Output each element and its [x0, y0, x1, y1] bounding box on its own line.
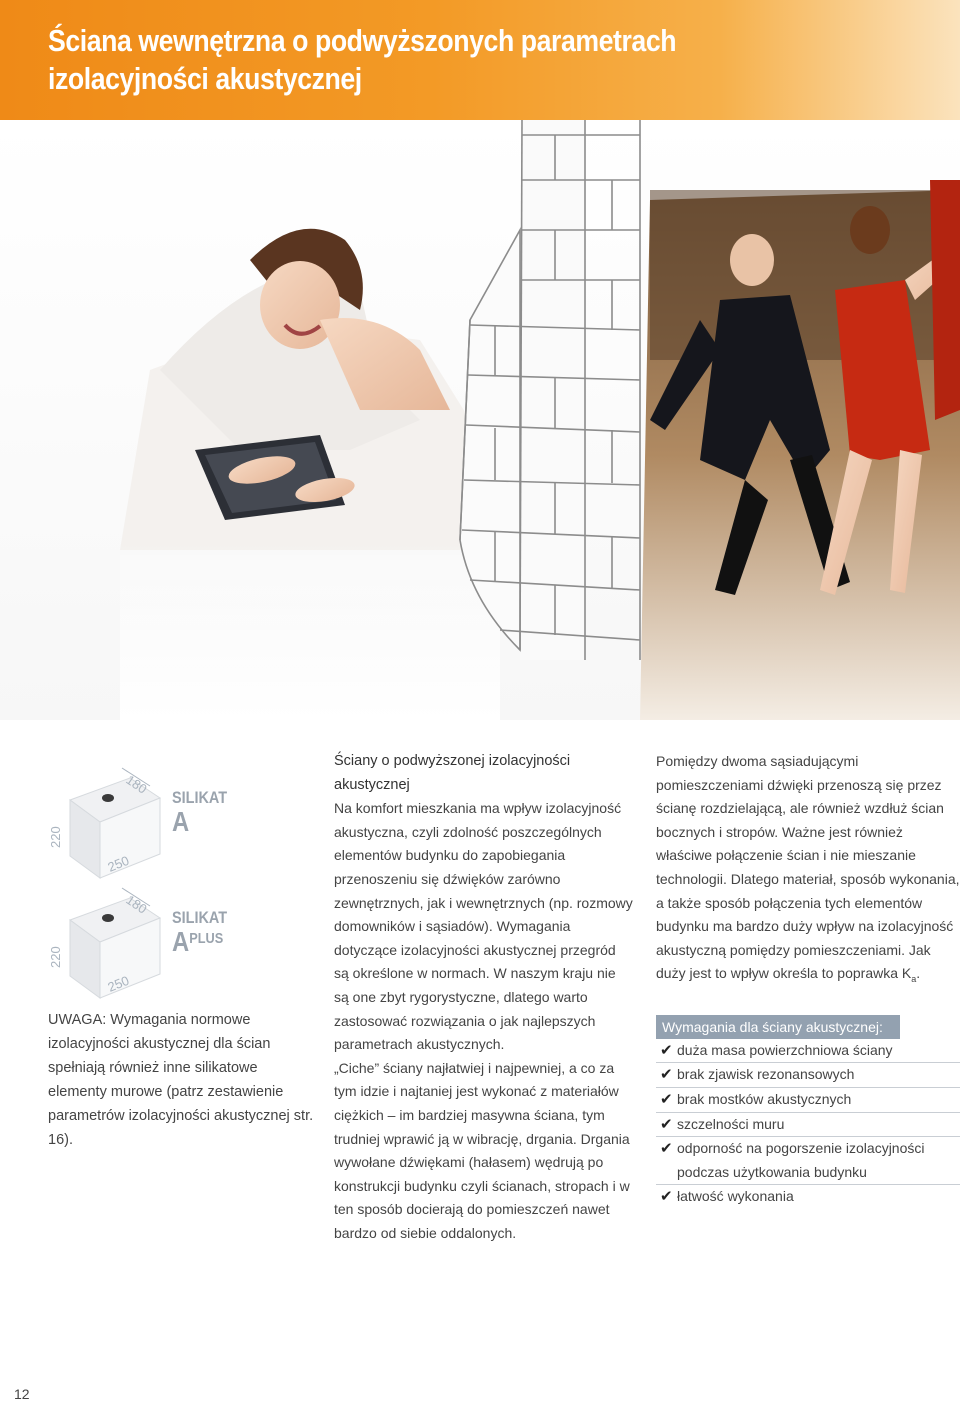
silikat-aplus-block-icon [40, 880, 190, 1000]
silikat-aplus-label [172, 908, 227, 956]
page-number: 12 [14, 1386, 30, 1402]
article-paragraph-2: „Ciche” ściany najłatwiej i najpewniej, a co za tym idzie i najtaniej jest wykonać z materiałów ciężkich – im bardziej masywna ściana, tym trudniej wprawić ją w wibrację, drgania. Drgania wywołane dźwiękami (hałasem) wędrują po konstrukcji budynku czyli ścianach, stropach i w ten sposób docierają do pomieszczeń nawet bardzo od siebie oddalonych. [334, 1059, 630, 1241]
article-heading: Ściany o podwyższonej izolacyjności akustycznej [334, 753, 571, 793]
block2-letter: A [172, 926, 190, 957]
list-item [656, 1088, 960, 1113]
block2-suffix: PLUS [189, 930, 224, 947]
check-icon: ✔ [660, 1115, 673, 1133]
list-item [656, 1185, 960, 1209]
requirement-text: duża masa powierzchniowa ściany [677, 1041, 893, 1058]
silikat-a-block-figure [40, 760, 190, 880]
block1-letter: A [172, 806, 190, 837]
note-text: UWAGA: Wymagania normowe izolacyjności akustycznej dla ścian spełniają również inne silikatowe elementy murowe (patrz zestawienie parametrów izolacyjności akustycznej str. 16). [48, 1012, 314, 1148]
article-paragraph-3 [656, 750, 960, 992]
list-item [656, 1063, 960, 1088]
article-column-left [334, 750, 634, 1245]
list-item [656, 1113, 960, 1138]
requirements-list [656, 1039, 960, 1209]
hero-illustration [0, 120, 960, 720]
check-icon: ✔ [660, 1188, 673, 1206]
silikat-aplus-block-figure [40, 880, 190, 1000]
list-item [656, 1137, 960, 1185]
check-icon: ✔ [660, 1090, 673, 1108]
silikat-a-block-icon [40, 760, 190, 880]
header-banner [0, 0, 960, 120]
article-paragraph-3-end: . [916, 965, 921, 982]
requirements-title: Wymagania dla ściany akustycznej: [656, 1015, 900, 1039]
block1-dim-left: 220 [48, 826, 63, 848]
block1-word: SILIKAT [172, 788, 228, 807]
requirement-text: odporność na pogorszenie izolacyjności podczas użytkowania budynku [677, 1140, 925, 1180]
block1-dim-top: 180 [123, 772, 150, 797]
requirements-box [656, 1015, 960, 1209]
title-line-1: Ściana wewnętrzna o podwyższonych parametrach [48, 23, 677, 58]
check-icon: ✔ [660, 1140, 673, 1158]
hero-svg [0, 120, 960, 720]
block2-word: SILIKAT [172, 908, 228, 927]
requirement-text: łatwość wykonania [677, 1188, 794, 1205]
list-item [656, 1039, 960, 1064]
article-paragraph-3-sub: a [911, 974, 917, 985]
requirement-text: brak mostków akustycznych [677, 1090, 852, 1107]
block2-dim-top: 180 [123, 892, 150, 917]
article-paragraph-1: Na komfort mieszkania ma wpływ izolacyjność akustyczna, czyli zdolność poszczególnych elementów budynku do zapobiegania przenoszeniu się dźwięków zarówno zewnętrznych, jak i wewnętrznych (np. rozmowy domowników i sąsiadów). Wymagania dotyczące izolacyjności akustycznej przegród są określone w normach. W naszym kraju nie są one zbyt rygorystyczne, dlatego warto zastosować rozwiązania o jak najlepszych parametrach akustycznych. [334, 800, 633, 1053]
block1-dim-bottom: 250 [105, 852, 132, 875]
article-paragraph-3-text: Pomiędzy dwoma sąsiadującymi pomieszczeniami dźwięki przenoszą się przez ścianę rozdzielającą, ale również wzdłuż ścian bocznych i stropów. Ważne jest również właściwe połączenie ścian i nie mieszanie technologii. Dlatego materiał, sposób wykonania, a także sposób połączenia tych elementów budynku ma bardzo duży wpływ na izolacyjność akustyczną pomiędzy pomieszczeniami. Jak duży jest to wpływ określa to poprawka K [656, 753, 960, 982]
requirement-text: brak zjawisk rezonansowych [677, 1066, 855, 1083]
check-icon: ✔ [660, 1066, 673, 1084]
article-column-right [656, 750, 960, 1209]
requirement-text: szczelności muru [677, 1115, 785, 1132]
block2-dim-bottom: 250 [105, 972, 132, 995]
dancers-scene [640, 180, 960, 720]
check-icon: ✔ [660, 1041, 673, 1059]
title-line-2: izolacyjności akustycznej [48, 61, 362, 96]
block2-dim-left: 220 [48, 946, 63, 968]
silikat-a-label [172, 788, 227, 836]
page-title [48, 22, 736, 98]
